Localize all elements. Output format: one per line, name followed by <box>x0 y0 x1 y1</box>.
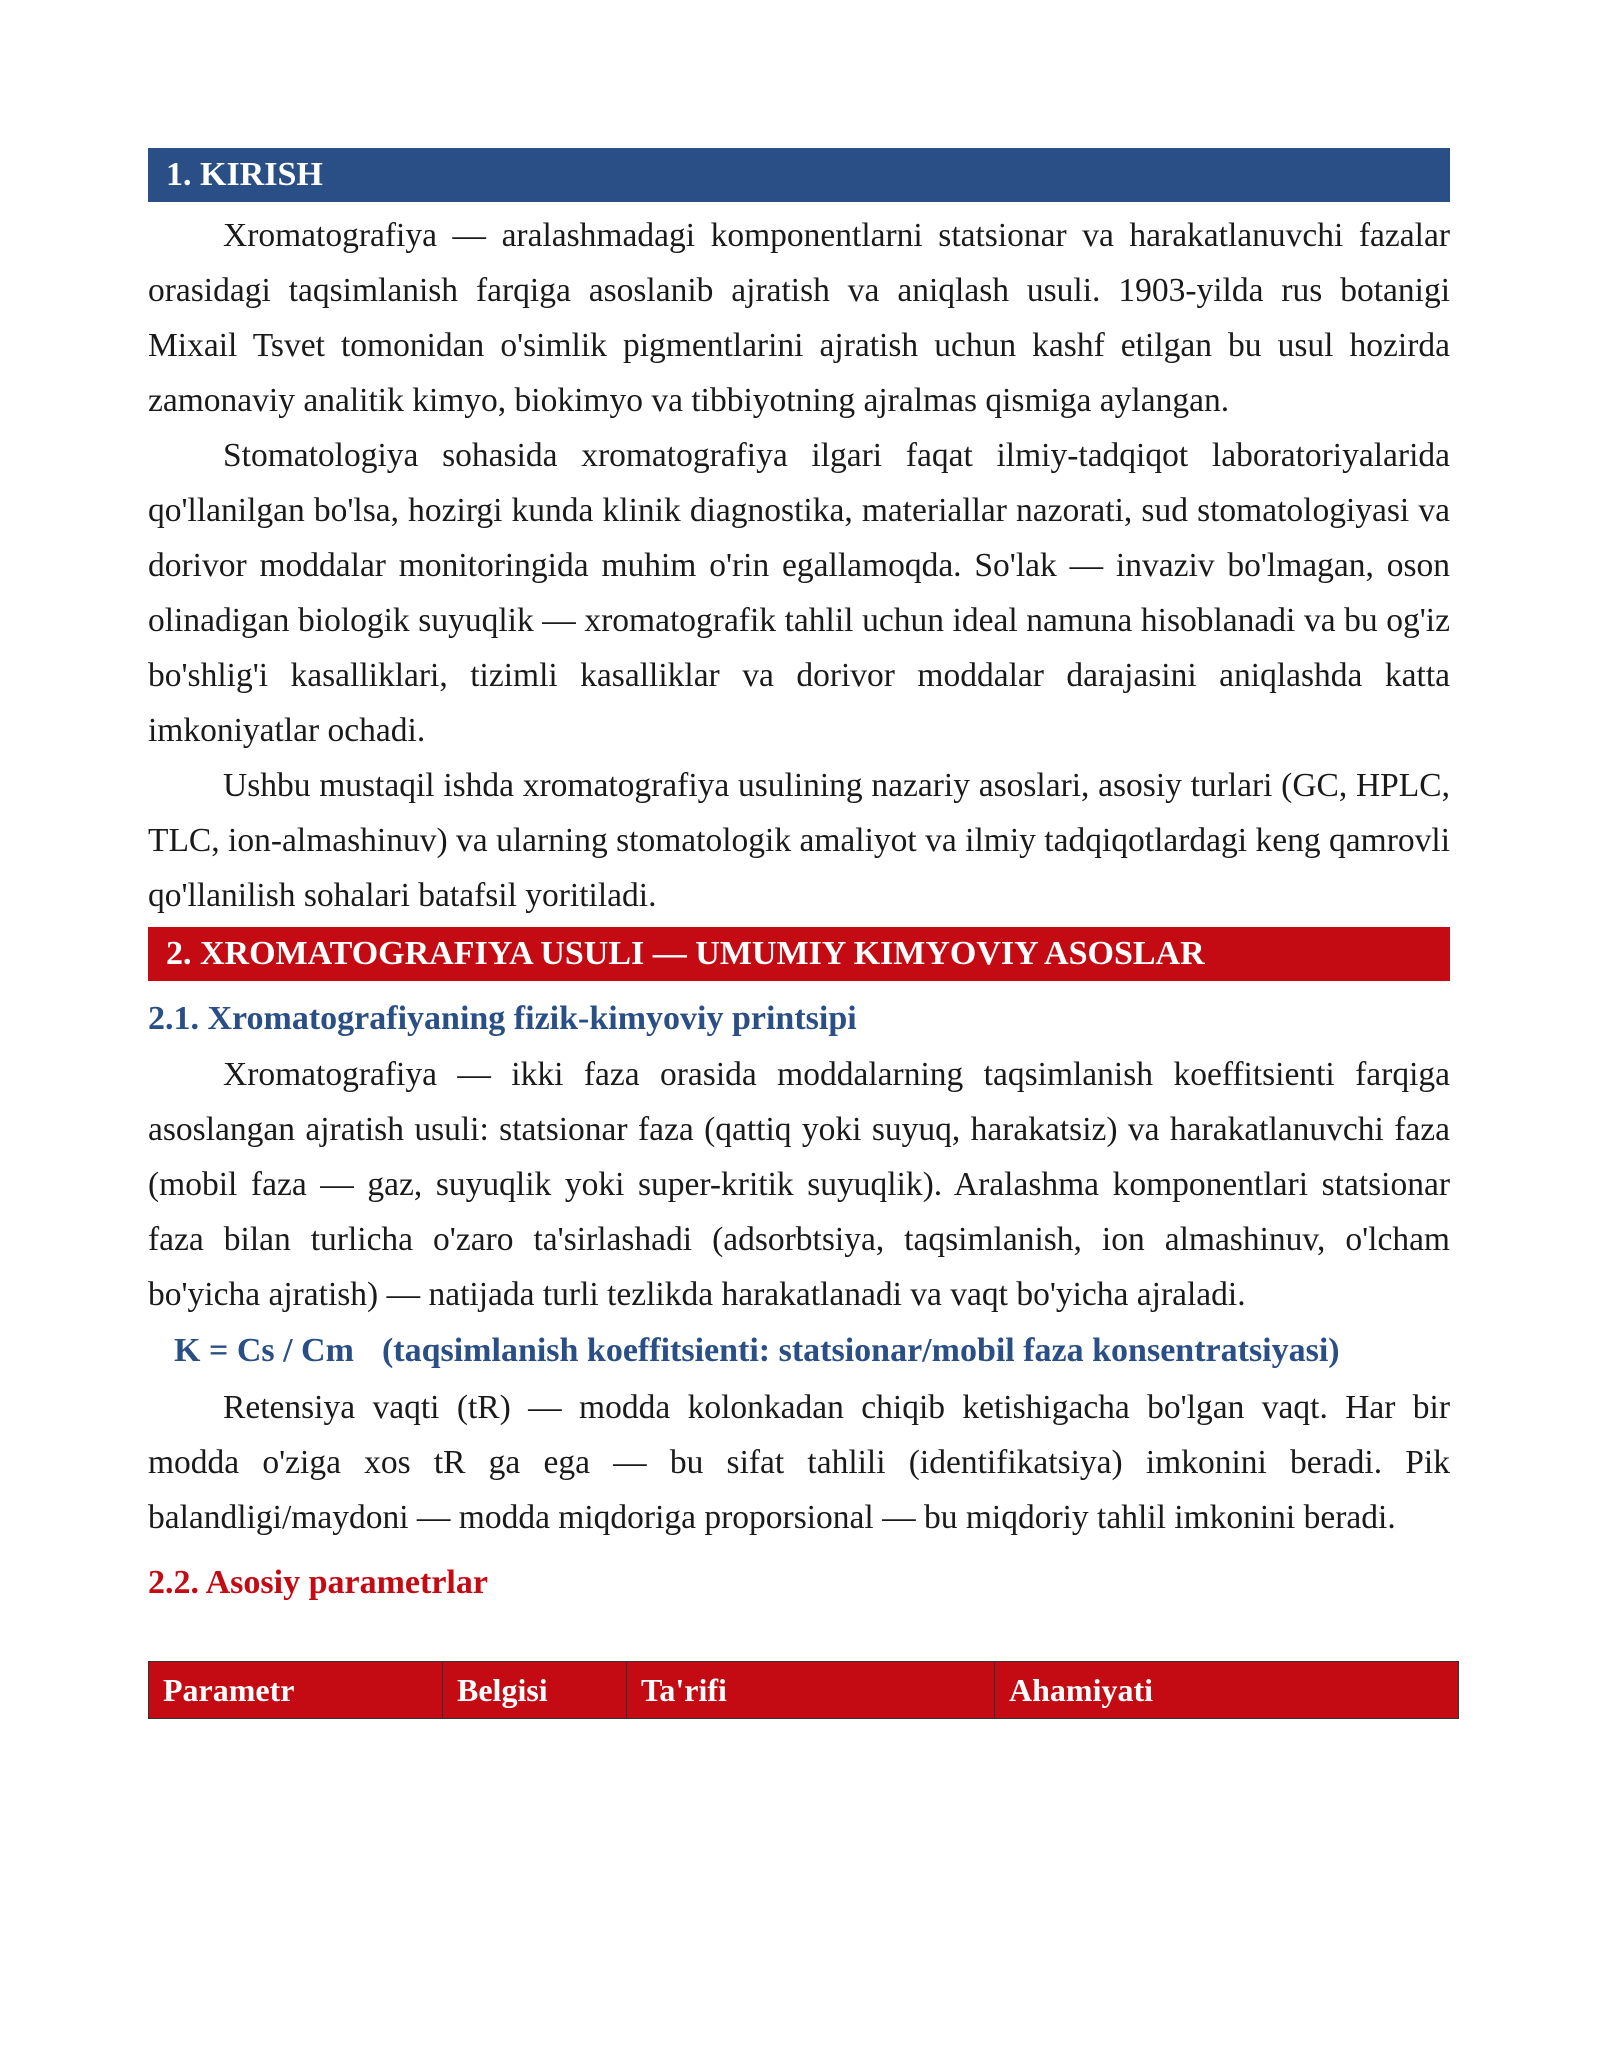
header-tarifi: Ta'rifi <box>627 1662 995 1719</box>
formula-expression: K = Cs / Cm <box>174 1332 354 1369</box>
header-belgisi: Belgisi <box>443 1662 627 1719</box>
intro-paragraph-1: Xromatografiya — aralashmadagi komponentlarni statsionar va harakatlanuvchi fazalar orasidagi taqsimlanish farqiga asoslanib ajratish va aniqlash usuli. 1903-yilda rus botanigi Mixail Tsvet tomonidan o'simlik pigmentlarini ajratish uchun kashf etilgan bu usul hozirda zamonaviy analitik kimyo, biokimyo va tibbiyotning ajralmas qismiga aylangan. <box>148 217 1450 419</box>
intro-paragraph-3: Ushbu mustaqil ishda xromatografiya usulining nazariy asoslari, asosiy turlari (GC, HPLC, TLC, ion-almashinuv) va ularning stomatologik amaliyot va ilmiy tadqiqotlardagi keng qamrovli qo'llanilish sohalari batafsil yoritiladi. <box>148 767 1450 914</box>
intro-paragraph-2: Stomatologiya sohasida xromatografiya ilgari faqat ilmiy-tadqiqot laboratoriyalarida qo'llanilgan bo'lsa, hozirgi kunda klinik diagnostika, materiallar nazorati, sud stomatologiyasi va dorivor moddalar monitoringida muhim o'rin egallamoqda. So'lak — invaziv bo'lmagan, oson olinadigan biologik suyuqlik — xromatografik tahlil uchun ideal namuna hisoblanadi va bu og'iz bo'shlig'i kasalliklari, tizimli kasalliklar va dorivor moddalar darajasini aniqlashda katta imkoniyatlar ochadi. <box>148 437 1450 749</box>
section-1-heading: 1. KIRISH <box>148 148 1450 202</box>
section-2-heading: 2. XROMATOGRAFIYA USULI — UMUMIY KIMYOVIY ASOSLAR <box>148 927 1450 981</box>
table-header-row <box>149 1662 1459 1719</box>
document-page <box>148 148 1450 1719</box>
parameters-table <box>148 1661 1459 1719</box>
header-parametr: Parametr <box>149 1662 443 1719</box>
distribution-formula <box>148 1322 1450 1380</box>
formula-note: (taqsimlanish koeffitsienti: statsionar/mobil faza konsentratsiyasi) <box>381 1332 1340 1369</box>
principle-paragraph-1: Xromatografiya — ikki faza orasida moddalarning taqsimlanish koeffitsienti farqiga asoslangan ajratish usuli: statsionar faza (qattiq yoki suyuq, harakatsiz) va harakatlanuvchi faza (mobil faza — gaz, suyuqlik yoki super-kritik suyuqlik). Aralashma komponentlari statsionar faza bilan turlicha o'zaro ta'sirlashadi (adsorbtsiya, taqsimlanish, ion almashinuv, o'lcham bo'yicha ajratish) — natijada turli tezlikda harakatlanadi va vaqt bo'yicha ajraladi. <box>148 1056 1450 1313</box>
header-ahamiyati: Ahamiyati <box>995 1662 1459 1719</box>
subsection-2-2-heading: 2.2. Asosiy parametrlar <box>148 1564 488 1601</box>
principle-paragraph-2: Retensiya vaqti (tR) — modda kolonkadan chiqib ketishigacha bo'lgan vaqt. Har bir modda o'ziga xos tR ga ega — bu sifat tahlili (identifikatsiya) imkonini beradi. Pik balandligi/maydoni — modda miqdoriga proporsional — bu miqdoriy tahlil imkonini beradi. <box>148 1389 1450 1536</box>
subsection-2-1-heading: 2.1. Xromatografiyaning fizik-kimyoviy printsipi <box>148 1000 857 1037</box>
